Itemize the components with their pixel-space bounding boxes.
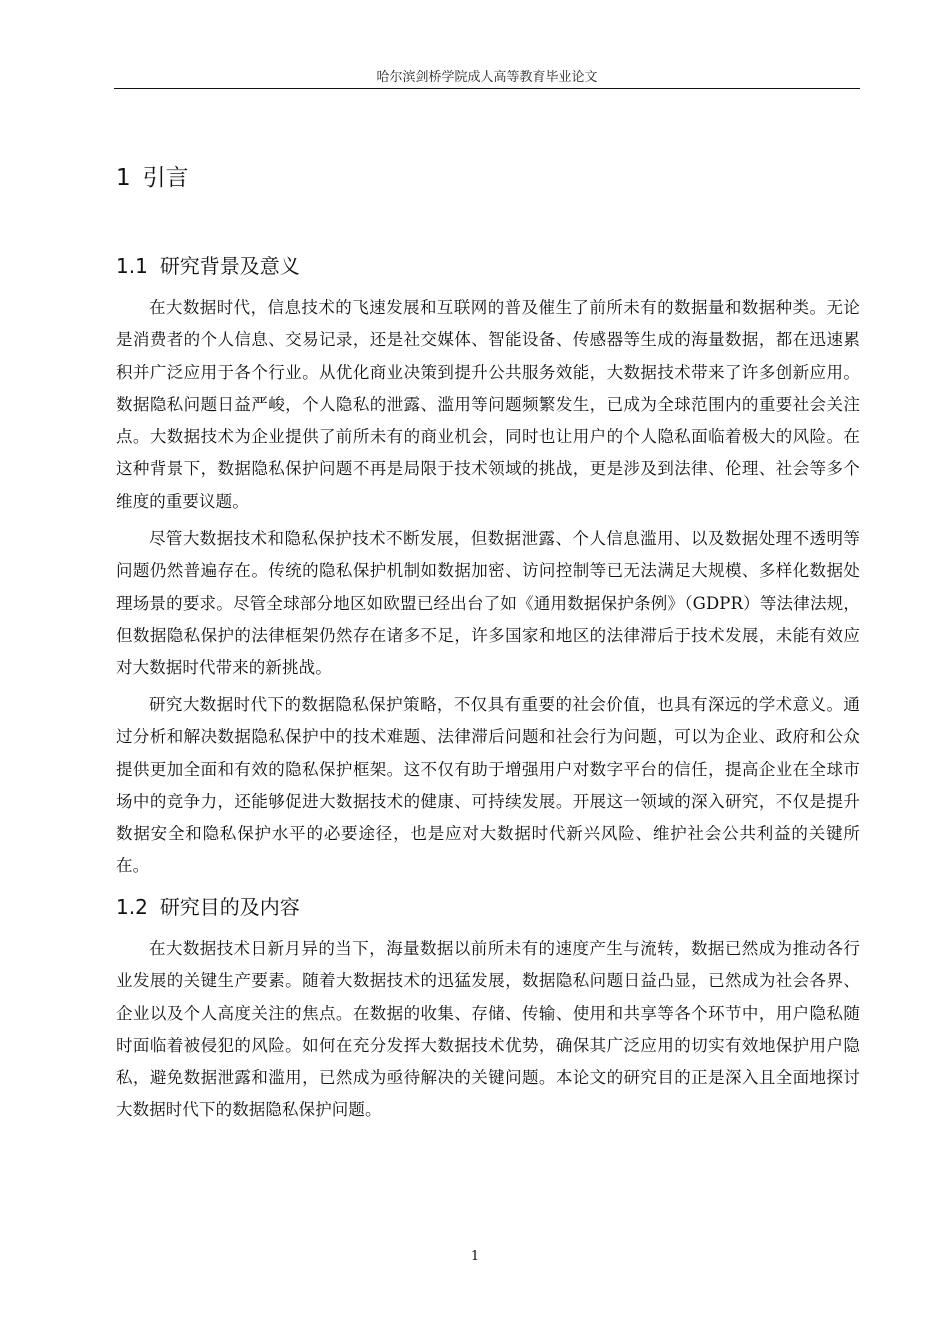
- paragraph: 在大数据技术日新月异的当下，海量数据以前所未有的速度产生与流转，数据已然成为推动各行业发展的关键生产要素。随着大数据技术的迅猛发展，数据隐私问题日益凸显，已然成为社会各界、企业以及个人高度关注的焦点。在数据的收集、存储、传输、使用和共享等各个环节中，用户隐私随时面临着被侵犯的风险。如何在充分发挥大数据技术优势，确保其广泛应用的切实有效地保护用户隐私，避免数据泄露和滥用，已然成为亟待解决的关键问题。本论文的研究目的正是深入且全面地探讨大数据时代下的数据隐私保护问题。: [116, 939, 860, 1120]
- chapter-title-text: 引言: [142, 165, 189, 191]
- section-heading-1-1: [116, 252, 300, 280]
- header-rule: [114, 88, 860, 89]
- page-number: 1: [470, 1249, 480, 1264]
- chapter-title: [116, 163, 189, 193]
- paragraph: 在大数据时代，信息技术的飞速发展和互联网的普及催生了前所未有的数据量和数据种类。无论是消费者的个人信息、交易记录，还是社交媒体、智能设备、传感器等生成的海量数据，都在迅速累积并广泛应用于各个行业。从优化商业决策到提升公共服务效能，大数据技术带来了许多创新应用。数据隐私问题日益严峻，个人隐私的泄露、滥用等问题频繁发生，已成为全球范围内的重要社会关注点。大数据技术为企业提供了前所未有的商业机会，同时也让用户的个人隐私面临着极大的风险。在这种背景下，数据隐私保护问题不再是局限于技术领域的挑战，更是涉及到法律、伦理、社会等多个维度的重要议题。: [116, 298, 860, 511]
- section-number: 1.1: [116, 254, 148, 278]
- section-number: 1.2: [116, 895, 148, 919]
- chapter-number: 1: [116, 165, 131, 191]
- section-heading-1-2: [116, 893, 300, 921]
- section-title-text: 研究背景及意义: [159, 254, 300, 278]
- section-title-text: 研究目的及内容: [159, 895, 300, 919]
- paragraph: 研究大数据时代下的数据隐私保护策略，不仅具有重要的社会价值，也具有深远的学术意义。通过分析和解决数据隐私保护中的技术难题、法律滞后问题和社会行为问题，可以为企业、政府和公众提供更加全面和有效的隐私保护框架。这不仅有助于增强用户对数字平台的信任，提高企业在全球市场中的竞争力，还能够促进大数据技术的健康、可持续发展。开展这一领域的深入研究，不仅是提升数据安全和隐私保护水平的必要途径，也是应对大数据时代新兴风险、维护社会公共利益的关键所在。: [116, 695, 860, 876]
- running-header: 哈尔滨剑桥学院成人高等教育毕业论文: [376, 70, 598, 85]
- paragraph: 尽管大数据技术和隐私保护技术不断发展，但数据泄露、个人信息滥用、以及数据处理不透明等问题仍然普遍存在。传统的隐私保护机制如数据加密、访问控制等已无法满足大规模、多样化数据处理场景的要求。尽管全球部分地区如欧盟已经出台了如《通用数据保护条例》（GDPR）等法律法规，但数据隐私保护的法律框架仍然存在诸多不足，许多国家和地区的法律滞后于技术发展，未能有效应对大数据时代带来的新挑战。: [116, 529, 860, 678]
